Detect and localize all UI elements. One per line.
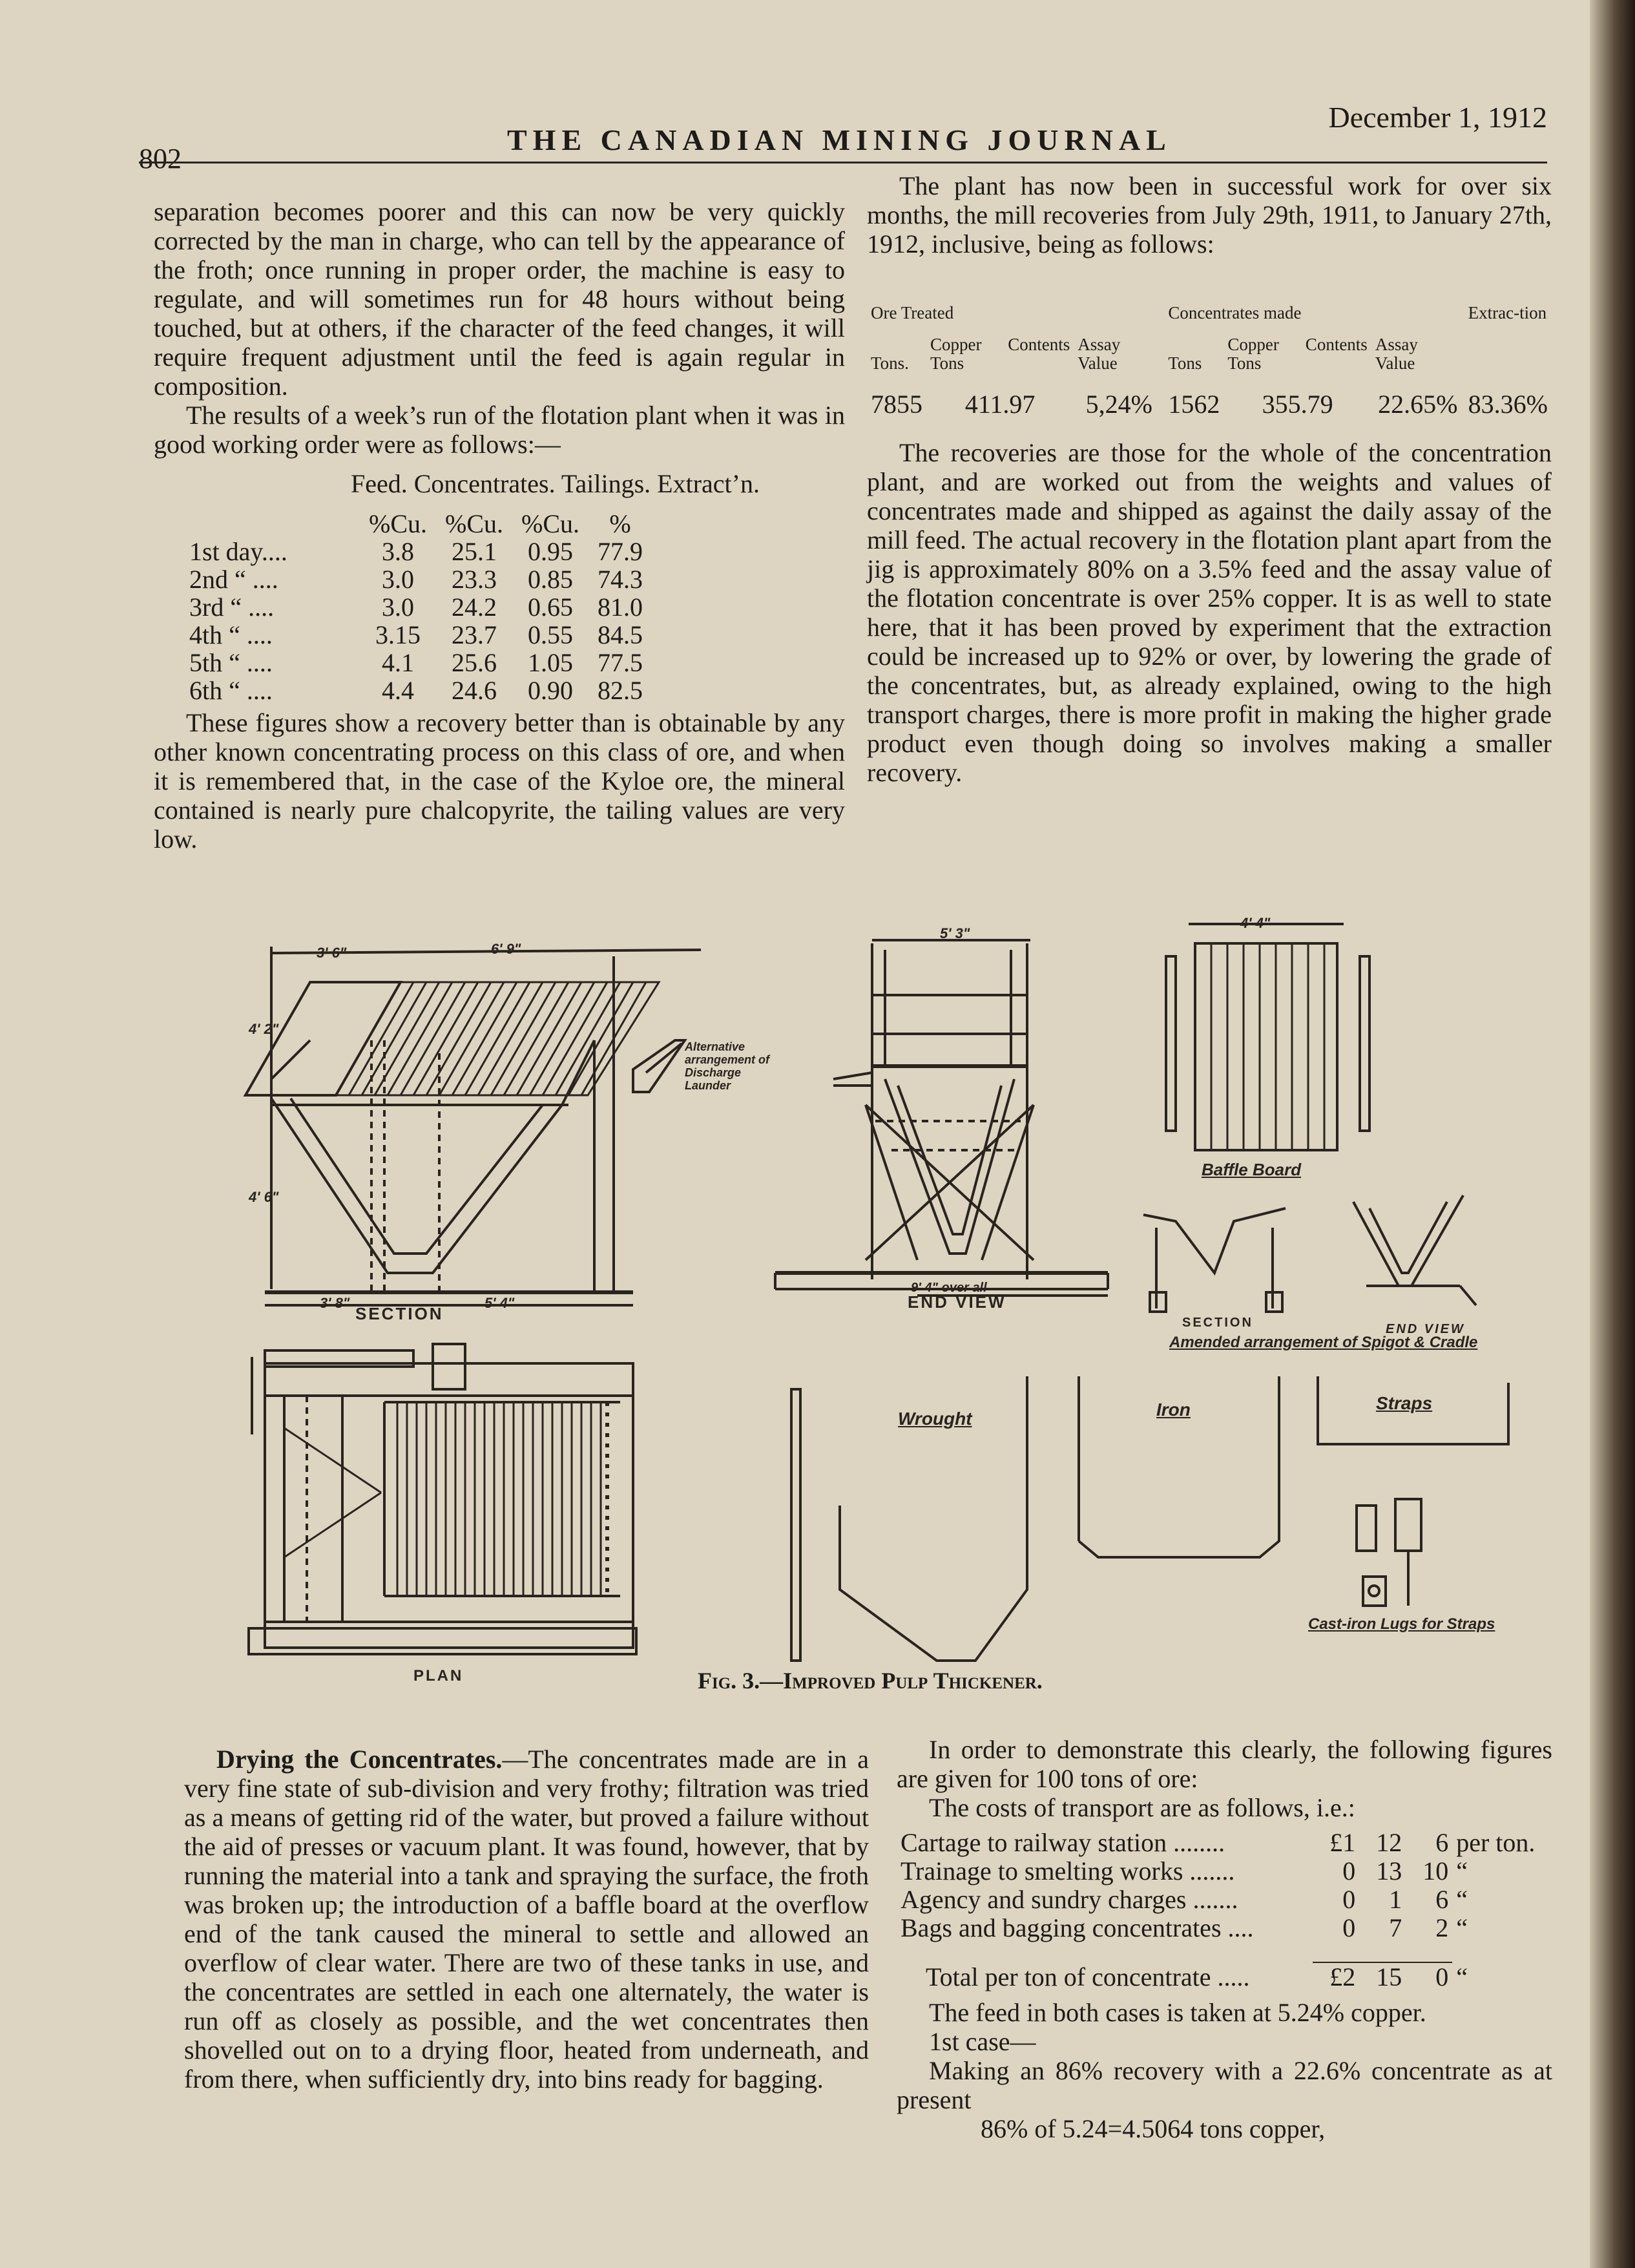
cast-iron-lugs-label: Cast-iron Lugs for Straps [1308,1615,1495,1633]
straps-label: Straps [1376,1393,1433,1413]
results-heading: Feed. Concentrates. Tailings. Extract’n. [351,469,760,498]
section-small-label: SECTION [1182,1316,1253,1330]
baffle-board-drawing [1166,924,1369,1150]
paragraph: Making an 86% recovery with a 22.6% concentrate as at present [897,2056,1552,2114]
paragraph-text: —The concentrates made are in a very fine state of sub-division and very frothy; filtration was tried as a means of getting rid of the water, but proved a failure without the aid of presses or vacuum plant. It was found, however, that by running the material into a tank and spraying the surface, the froth was broken up; the introduction of a baffle board at the overflow end of the tank caused the mineral to settle and allowed an overflow of clear water. There are two of these tanks in use, and the concentrates are settled in each one alternately, the water is run off as closely as possible, and the wet concentrates then shovelled out on to a drying floor, heated from underneath, and from there, when sufficiently dry, into bins ready for bagging. [184,1745,869,2094]
col-conc-assay: Assay Value [1375,335,1418,373]
dimension-label: 3' 6" [317,945,347,961]
page-binding-edge [1590,0,1635,2268]
iron-label: Iron [1156,1400,1191,1420]
col-assay: Assay Value [1078,335,1121,373]
dimension-label: 6' 9" [491,941,521,957]
mill-recovery-table [867,304,1552,419]
col-extraction: Extrac-tion [1468,303,1547,322]
table-row: Trainage to smelting works ....... 0 13 10 “ [901,1856,1468,1885]
table-row: 5th “ .... 4.1 25.6 1.05 77.5 [189,648,643,677]
table-row: Agency and sundry charges ....... 0 1 6 “ [901,1885,1468,1914]
paragraph: The costs of transport are as follows, i.e.: [929,1793,1355,1822]
left-column-top [154,197,845,854]
page-number: 802 [139,143,182,174]
plan-label: PLAN [413,1667,464,1685]
transport-cost-table [897,1829,1552,1991]
spacer-row [897,1942,1552,1962]
table-row: 4th “ .... 3.15 23.7 0.55 84.5 [189,620,643,649]
paragraph: The recoveries are those for the whole of the concentration plant, and are worked out from the weights and values of concentrates made and shipped as against the daily assay of the mill feed. The actual recovery in the flotation plant apart from the jig is approximately 80% on a 3.5% feed and the assay value of the flotation concentrate is over 25% copper. It is as well to state here, that it has been proved by experiment that the extraction could be increased up to 92% or over, by lowering the grade of the concentrates, but, as already explained, owing to the high transport charges, there is more profit in making the higher grade product even though doing so involves making a smaller recovery. [867,438,1552,787]
group-ore-treated: Ore Treated [871,303,954,322]
header-rule [139,162,1547,163]
paragraph: separation becomes poorer and this can now be very quickly corrected by the man in charge, who can tell by the appearance of the froth; once running in proper order, the machine is easy to regulate, and will sometimes run for 48 hours without being touched, but at others, if the character of the feed changes, it will require frequent adjustment until the feed is again regular in composition. [154,197,845,401]
paragraph: These figures show a recovery better than is obtainable by any other known concentrating process on this class of ore, and when it is remembered that, in the case of the Kyloe ore, the mineral contained is nearly pure chalcopyrite, the tailing values are very low. [154,708,845,854]
dimension-label: 4' 6" [249,1189,279,1205]
journal-title: THE CANADIAN MINING JOURNAL [507,123,1172,156]
unit-ext: % [609,509,631,538]
cast-iron-lugs-drawing [1357,1499,1421,1606]
unit-conc: %Cu. [445,509,503,538]
col-tons: Tons. [871,353,909,373]
unit-tail: %Cu. [521,509,579,538]
paragraph [184,1745,869,2094]
amended-spigot-drawing [1143,1195,1476,1312]
col-copper: Copper Contents Tons [930,335,1070,373]
dimension-label: 9' 4" over all [911,1281,987,1295]
issue-date: December 1, 1912 [1328,101,1547,134]
dimension-label: 4' 2" [249,1021,279,1037]
right-column-bottom [897,1735,1552,2143]
paragraph: The results of a week’s run of the flotation plant when it was in good working order were as follows:— [154,401,845,459]
end-view-drawing [775,940,1108,1296]
amended-arrangement-label: Amended arrangement of Spigot & Cradle [1169,1334,1478,1351]
flotation-results-table [189,510,652,704]
group-concentrates: Concentrates made [1168,303,1302,322]
alternative-launder-drawing [633,1040,685,1092]
table-row: 3rd “ .... 3.0 24.2 0.65 81.0 [189,593,643,622]
paragraph: 86% of 5.24=4.5064 tons copper, [981,2114,1326,2143]
unit-feed: %Cu. [369,509,427,538]
right-column-top [867,171,1552,787]
section-label: SECTION [355,1304,444,1323]
alternative-launder-label: Alternative arrangement of Discharge Launder [685,1040,770,1092]
baffle-board-label: Baffle Board [1202,1160,1302,1179]
table-row: Cartage to railway station ........ £1 12 6 per ton. [901,1828,1536,1857]
dimension-label: 5' 3" [940,925,970,941]
table-header-group [867,304,1552,335]
pulp-thickener-figure [220,911,1531,1699]
paragraph: 1st case— [929,2027,1036,2056]
dimension-label: 5' 4" [484,1295,515,1311]
table-row: 6th “ .... 4.4 24.6 0.90 82.5 [189,676,643,705]
paragraph: The plant has now been in successful work for over six months, the mill recoveries from July 29th, 1911, to January 27th, 1912, inclusive, being as follows: [867,171,1552,258]
section-heading: Drying the Concentrates. [216,1745,503,1774]
page-header [139,97,1547,174]
dimension-label: 3' 8" [320,1295,350,1311]
dimension-label: 4' 4" [1240,915,1271,931]
plan-drawing [249,1344,636,1654]
paragraph: The feed in both cases is taken at 5.24% copper. [929,1998,1426,2027]
col-conc-copper: Copper Contents Tons [1227,335,1368,373]
total-row: Total per ton of concentrate ..... £2 15 0 “ [926,1962,1468,1991]
table-row: 2nd “ .... 3.0 23.3 0.85 74.3 [189,565,643,594]
table-row: Bags and bagging concentrates .... 0 7 2 “ [901,1913,1468,1942]
table-row: 7855 411.97 5,24% 1562 355.79 22.65% 83.36% [871,390,1548,419]
end-view-label: END VIEW [908,1292,1006,1312]
left-column-bottom [184,1745,869,2094]
figure-caption: Fig. 3.—Improved Pulp Thickener. [698,1668,1043,1694]
col-conc-tons: Tons [1168,353,1202,373]
section-drawing [245,947,701,1305]
end-view-small-label: END VIEW [1386,1322,1465,1336]
table-header [867,335,1552,382]
table-row [189,510,652,538]
paragraph: In order to demonstrate this clearly, the following figures are given for 100 tons of ore: [897,1735,1552,1793]
wrought-label: Wrought [898,1409,972,1429]
table-row: 1st day.... 3.8 25.1 0.95 77.9 [189,537,643,566]
